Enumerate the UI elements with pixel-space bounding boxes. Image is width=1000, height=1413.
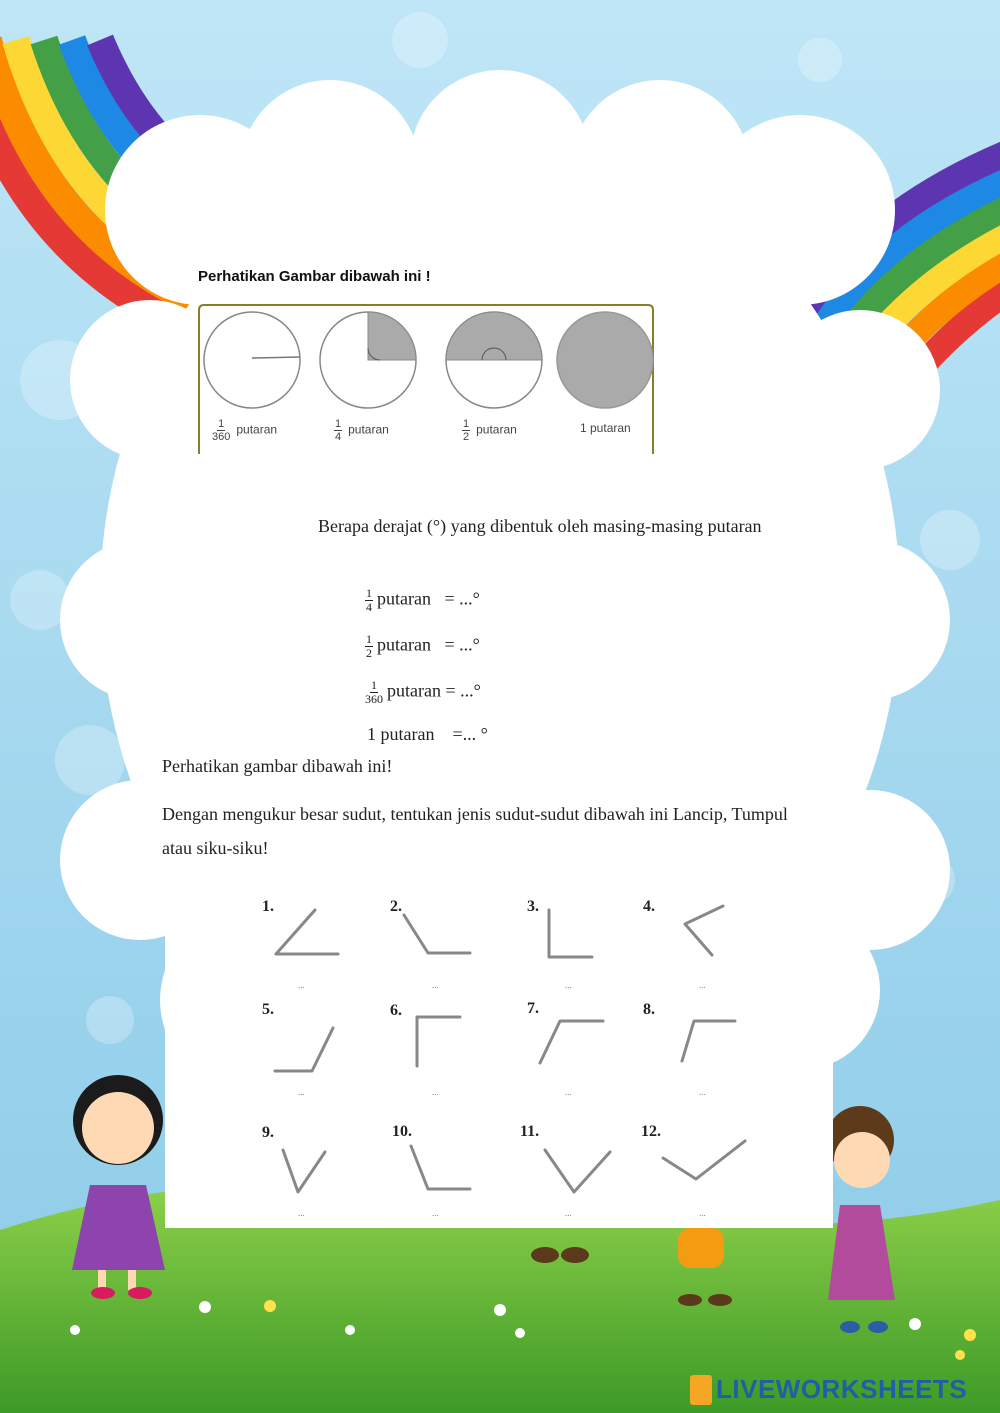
figure-1-label: putaran (236, 422, 278, 437)
angle-12-lines (663, 1141, 745, 1179)
answer-blank-11[interactable]: ... (565, 1208, 572, 1218)
angle-label-10: 10. (392, 1123, 412, 1140)
figure-2-frac-den: 4 (335, 431, 342, 443)
angle-label-7: 7. (527, 1000, 539, 1017)
figure-3-frac-den: 2 (463, 431, 470, 443)
answer-blank-4[interactable]: ... (699, 980, 706, 990)
figure-2-label: putaran (348, 422, 389, 437)
answer-blank-3[interactable]: ... (565, 980, 572, 990)
angle-label-3: 3. (527, 898, 539, 915)
angle-9-lines (283, 1150, 325, 1192)
figure-1-frac-den: 360 (212, 431, 231, 443)
answer-blank-12[interactable]: ... (699, 1208, 706, 1218)
q2-num: 1 (366, 632, 372, 646)
angle-4-lines (685, 906, 723, 955)
angle-7-lines (540, 1021, 603, 1063)
section1-heading: Perhatikan Gambar dibawah ini ! (198, 268, 431, 285)
answer-blank-8[interactable]: ... (699, 1087, 706, 1097)
angle-label-2: 2. (390, 898, 402, 915)
angle-label-1: 1. (262, 898, 274, 915)
answer-blank-10[interactable]: ... (432, 1208, 439, 1218)
q2-den: 2 (366, 646, 372, 660)
liveworksheets-logo[interactable] (690, 1374, 967, 1405)
answer-blank-6[interactable]: ... (432, 1087, 439, 1097)
q1-text: putaran = ...° (377, 588, 480, 609)
figure-3-frac-num: 1 (463, 418, 470, 430)
q1-den: 4 (366, 600, 372, 614)
degree-question: Berapa derajat (°) yang dibentuk oleh masing-masing putaran (318, 516, 762, 536)
logo-icon (690, 1375, 712, 1405)
answer-blank-1[interactable]: ... (298, 980, 305, 990)
figure-2-frac-num: 1 (335, 418, 342, 430)
instruction-line-2: atau siku-siku! (162, 838, 269, 858)
angle-label-9: 9. (262, 1124, 274, 1141)
angle-10-lines (411, 1146, 470, 1189)
q4-text: 1 putaran =... ° (367, 724, 488, 744)
q3-num: 1 (371, 678, 377, 692)
figure-3-label: putaran (476, 422, 517, 437)
q3-text: putaran = ...° (387, 680, 481, 701)
q2-text: putaran = ...° (377, 634, 480, 655)
angle-label-4: 4. (643, 898, 655, 915)
angle-2-lines (404, 915, 470, 953)
answer-blank-5[interactable]: ... (298, 1087, 305, 1097)
angle-label-5: 5. (262, 1001, 274, 1018)
angle-5-lines (275, 1028, 333, 1071)
answer-blank-9[interactable]: ... (298, 1208, 305, 1218)
angle-6-lines (417, 1017, 460, 1066)
answer-blank-2[interactable]: ... (432, 980, 439, 990)
logo-text: LIVEWORKSHEETS (716, 1374, 968, 1404)
angle-label-8: 8. (643, 1001, 655, 1018)
q3-den: 360 (365, 692, 383, 706)
section3-intro: Perhatikan gambar dibawah ini! (162, 756, 393, 776)
angle-1-lines (276, 910, 338, 954)
angle-label-6: 6. (390, 1002, 402, 1019)
figure-1-frac-num: 1 (218, 418, 225, 430)
answer-blank-7[interactable]: ... (565, 1087, 572, 1097)
angle-11-lines (545, 1150, 610, 1192)
q1-num: 1 (366, 586, 372, 600)
instruction-line-1: Dengan mengukur besar sudut, tentukan jenis sudut-sudut dibawah ini Lancip, Tumpul (162, 804, 788, 824)
angle-3-lines (549, 910, 592, 957)
angle-label-12: 12. (641, 1123, 661, 1140)
angle-8-lines (682, 1021, 735, 1061)
figure-4-label: 1 putaran (580, 421, 631, 435)
angle-label-11: 11. (520, 1123, 540, 1140)
